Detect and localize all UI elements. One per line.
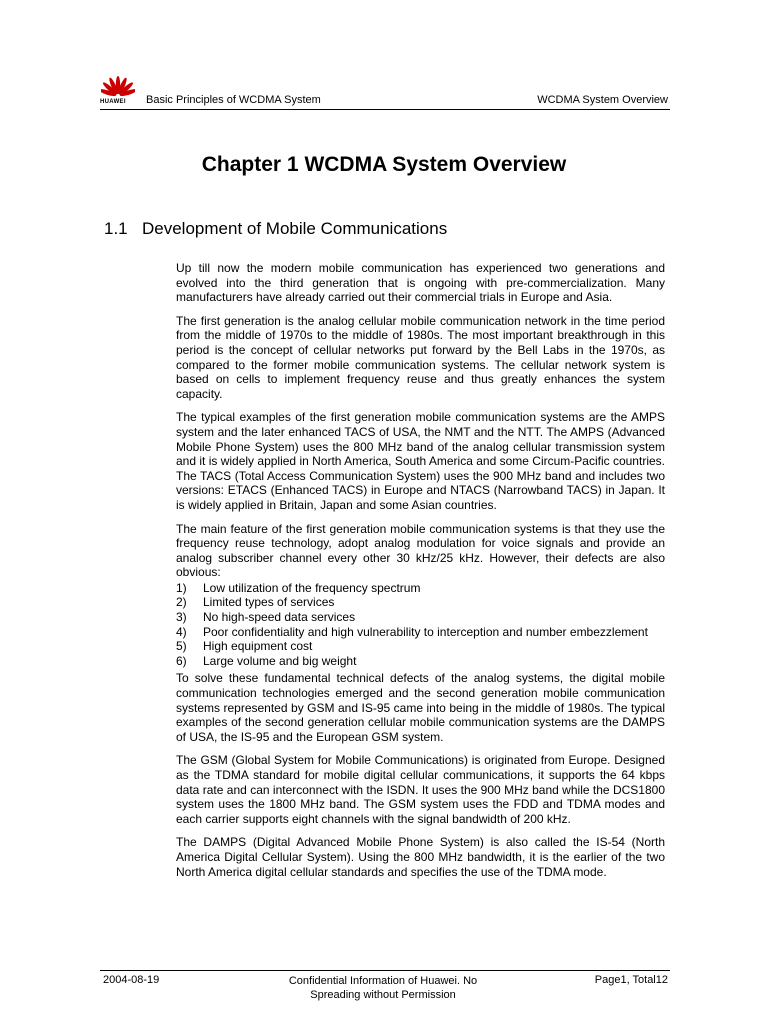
logo-text: HUAWEI xyxy=(100,99,126,105)
list-number: 2) xyxy=(176,595,187,610)
paragraph: Up till now the modern mobile communication has experienced two generations and evolved into the third generation that is ongoing with pre-commercialization. Many manufacturers have already carried out their commercial trials in Europe and Asia. xyxy=(176,261,665,305)
list-number: 6) xyxy=(176,653,187,668)
paragraph: The first generation is the analog cellular mobile communication network in the time period from the middle of 1970s to the middle of 1980s. The most important breakthrough in this period is the concept of cellular networks put forward by the Bell Labs in the 1970s, as compared to the former mobile communication systems. The cellular network system is based on cells to implement frequency reuse and thus greatly enhances the system capacity. xyxy=(176,313,665,401)
footer-date: 2004-08-19 xyxy=(103,974,160,986)
paragraph: The GSM (Global System for Mobile Communications) is originated from Europe. Designed as the TDMA standard for mobile digital cellular communications, it supports the 64 kbps data rate and can interconnect with the ISDN. It uses the 900 MHz band while the DCS1800 system uses the 1800 MHz band. The GSM system uses the FDD and TDMA modes and each carrier supports eight channels with the signal bandwidth of 200 kHz. xyxy=(176,753,665,826)
list-number: 3) xyxy=(176,610,187,625)
list-item xyxy=(176,581,665,596)
huawei-logo xyxy=(100,73,136,109)
list-item xyxy=(176,654,665,669)
header-chapter-title: WCDMA System Overview xyxy=(537,94,668,106)
chapter-title: Chapter 1 WCDMA System Overview xyxy=(201,153,567,176)
paragraph: The main feature of the first generation mobile communication systems is that they use the frequency reuse technology, adopt analog modulation for voice signals and provide an analog subscriber channel every other 30 kHz/25 kHz. However, their defects are also obvious: xyxy=(176,521,665,580)
body-text xyxy=(176,261,665,888)
section-number: 1.1 xyxy=(104,219,128,238)
list-text: Poor confidentiality and high vulnerability to interception and number embezzlement xyxy=(203,624,648,639)
footer-confidential-notice xyxy=(270,974,496,1002)
defects-list xyxy=(176,581,665,669)
list-number: 1) xyxy=(176,580,187,595)
footer-confidential-line: Spreading without Permission xyxy=(310,989,456,1001)
list-item xyxy=(176,625,665,640)
page-footer xyxy=(100,970,670,1001)
paragraph: The typical examples of the first generation mobile communication systems are the AMPS system and the later enhanced TACS of USA, the NMT and the NTT. The AMPS (Advanced Mobile Phone System) uses the 800 MHz band of the analog cellular transmission system and it is widely applied in North America, South America and some Circum-Pacific countries. The TACS (Total Access Communication System) uses the 900 MHz band and includes two versions: ETACS (Enhanced TACS) in Europe and NTACS (Narrowband TACS) in Japan. It is widely applied in Britain, Japan and some Asian countries. xyxy=(176,410,665,512)
list-text: Limited types of services xyxy=(203,595,335,610)
page-header xyxy=(100,73,670,110)
footer-page-number: Page1, Total12 xyxy=(594,974,668,986)
section-heading xyxy=(104,219,447,239)
header-document-title: Basic Principles of WCDMA System xyxy=(146,94,321,106)
list-text: No high-speed data services xyxy=(203,610,356,625)
huawei-petals-icon xyxy=(101,73,135,97)
paragraph: To solve these fundamental technical defects of the analog systems, the digital mobile communication technologies emerged and the second generation mobile communication systems represented by GSM and IS-95 came into being in the middle of 1980s. The typical examples of the second generation cellular mobile communication systems are the DAMPS of USA, the IS-95 and the European GSM system. xyxy=(176,671,665,744)
paragraph: The DAMPS (Digital Advanced Mobile Phone System) is also called the IS-54 (North America Digital Cellular System). Using the 800 MHz bandwidth, it is the earlier of the two North America digital cellular standards and specifies the use of the TDMA mode. xyxy=(176,835,665,879)
footer-confidential-line: Confidential Information of Huawei. No xyxy=(288,975,478,987)
list-item xyxy=(176,595,665,610)
list-item xyxy=(176,610,665,625)
section-title: Development of Mobile Communications xyxy=(142,219,448,238)
list-text: Low utilization of the frequency spectrum xyxy=(203,580,421,595)
list-text: High equipment cost xyxy=(203,639,313,654)
list-number: 4) xyxy=(176,624,187,639)
list-number: 5) xyxy=(176,639,187,654)
list-text: Large volume and big weight xyxy=(203,653,357,668)
list-item xyxy=(176,639,665,654)
